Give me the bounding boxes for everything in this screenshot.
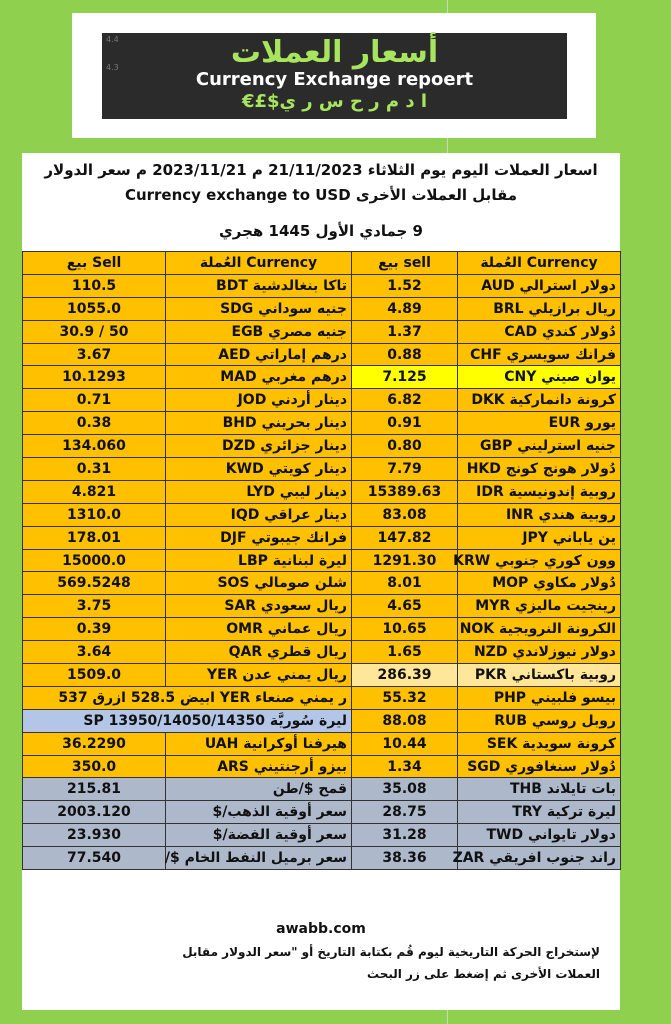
left-currency-cell: جنيه سوداني SDG xyxy=(166,297,352,320)
left-currency-cell: ريال عماني OMR xyxy=(166,618,352,641)
right-currency-cell: فرانك سويسري CHF xyxy=(458,343,621,366)
left-sell-cell: 0.39 xyxy=(23,618,166,641)
rates-table xyxy=(22,251,621,870)
left-currency-cell: فرانك جيبوتي DJF xyxy=(166,526,352,549)
table-row xyxy=(23,686,621,709)
table-row xyxy=(23,847,621,870)
right-sell-cell: 1291.30 xyxy=(352,549,458,572)
right-currency-cell: كرونة سويدية SEK xyxy=(458,732,621,755)
right-sell-cell: 6.82 xyxy=(352,389,458,412)
left-sell-cell: 4.821 xyxy=(23,480,166,503)
left-sell-cell: 0.71 xyxy=(23,389,166,412)
left-currency-cell: هيرفنا أوكرانية UAH xyxy=(166,732,352,755)
right-currency-cell: ريال برازيلي BRL xyxy=(458,297,621,320)
right-sell-cell: 1.52 xyxy=(352,274,458,297)
header-left-currency: العُملة Currency xyxy=(166,252,352,275)
table-row xyxy=(23,526,621,549)
table-row xyxy=(23,503,621,526)
left-currency-cell: ريال يمني عدن YER xyxy=(166,664,352,687)
left-sell-cell: 110.5 xyxy=(23,274,166,297)
right-sell-cell: 15389.63 xyxy=(352,480,458,503)
right-sell-cell: 1.34 xyxy=(352,755,458,778)
table-row xyxy=(23,412,621,435)
left-currency-cell: ريال قطري QAR xyxy=(166,641,352,664)
left-sell-cell: 3.64 xyxy=(23,641,166,664)
table-row xyxy=(23,572,621,595)
table-row xyxy=(23,732,621,755)
left-currency-cell: سعر أوقية الذهب/$ xyxy=(166,801,352,824)
right-currency-cell: دولار تايواني TWD xyxy=(458,824,621,847)
table-row xyxy=(23,343,621,366)
table-row xyxy=(23,595,621,618)
right-currency-cell: روبية هندي INR xyxy=(458,503,621,526)
right-currency-cell: روبية إندونيسية IDR xyxy=(458,480,621,503)
left-currency-cell: ريال سعودي SAR xyxy=(166,595,352,618)
table-row xyxy=(23,480,621,503)
right-sell-cell: 83.08 xyxy=(352,503,458,526)
left-currency-cell: ليرة سُوريَّة 13950/14050/14350 SP xyxy=(23,709,352,732)
right-currency-cell: الكرونة النرويجية NOK xyxy=(458,618,621,641)
left-sell-cell: 15000.0 xyxy=(23,549,166,572)
right-sell-cell: 286.39 xyxy=(352,664,458,687)
right-currency-cell: ليرة تركية TRY xyxy=(458,801,621,824)
left-sell-cell: 2003.120 xyxy=(23,801,166,824)
left-currency-cell: شلن صومالي SOS xyxy=(166,572,352,595)
left-sell-cell: 3.75 xyxy=(23,595,166,618)
right-sell-cell: 10.65 xyxy=(352,618,458,641)
right-currency-cell: دُولار هونج كونج HKD xyxy=(458,458,621,481)
table-row xyxy=(23,755,621,778)
banner-title-arabic: أسعار العملات xyxy=(230,35,439,70)
left-currency-cell: درهم إماراتي AED xyxy=(166,343,352,366)
right-sell-cell: 7.79 xyxy=(352,458,458,481)
header-right-currency: العُملة Currency xyxy=(458,252,621,275)
table-row xyxy=(23,709,621,732)
left-currency-cell: بيزو أرجنتيني ARS xyxy=(166,755,352,778)
left-currency-cell: سعر أوقية الفضة/$ xyxy=(166,824,352,847)
left-sell-cell: 569.5248 xyxy=(23,572,166,595)
left-currency-cell: دينار بحريني BHD xyxy=(166,412,352,435)
rates-card xyxy=(22,153,620,1010)
right-sell-cell: 0.91 xyxy=(352,412,458,435)
left-sell-cell: 3.67 xyxy=(23,343,166,366)
right-sell-cell: 10.44 xyxy=(352,732,458,755)
right-sell-cell: 4.89 xyxy=(352,297,458,320)
right-sell-cell: 38.36 xyxy=(352,847,458,870)
right-currency-cell: روبية باكستاني PKR xyxy=(458,664,621,687)
right-sell-cell: 1.37 xyxy=(352,320,458,343)
left-sell-cell: 23.930 xyxy=(23,824,166,847)
left-currency-cell: درهم مغربي MAD xyxy=(166,366,352,389)
table-row xyxy=(23,274,621,297)
footer-instruction-line1: لإستخراج الحركة التاريخية ليوم قُم بكتابة التاريخ أو "سعر الدولار مقابل xyxy=(182,945,600,959)
left-sell-cell: 178.01 xyxy=(23,526,166,549)
table-row xyxy=(23,549,621,572)
left-sell-cell: 350.0 xyxy=(23,755,166,778)
right-sell-cell: 0.88 xyxy=(352,343,458,366)
right-sell-cell: 8.01 xyxy=(352,572,458,595)
right-currency-cell: دولار نيوزلاندي NZD xyxy=(458,641,621,664)
right-currency-cell: وون كوري جنوبي KRW xyxy=(458,549,621,572)
table-row xyxy=(23,366,621,389)
banner-frame xyxy=(72,13,596,138)
table-row xyxy=(23,435,621,458)
right-currency-cell: يورو EUR xyxy=(458,412,621,435)
left-sell-cell: 1509.0 xyxy=(23,664,166,687)
subtitle-heading: مقابل العملات الأخرى Currency exchange to USD xyxy=(124,186,518,204)
table-row xyxy=(23,801,621,824)
right-currency-cell: دُولار سنغافوري SGD xyxy=(458,755,621,778)
right-sell-cell: 7.125 xyxy=(352,366,458,389)
right-sell-cell: 4.65 xyxy=(352,595,458,618)
right-currency-cell: دُولار مكاوي MOP xyxy=(458,572,621,595)
left-currency-cell: سعر برميل النفط الخام $/ xyxy=(166,847,352,870)
left-sell-cell: 0.31 xyxy=(23,458,166,481)
banner-tick-top: 4.4 xyxy=(106,35,119,44)
right-currency-cell: يوان صيني CNY xyxy=(458,366,621,389)
left-currency-cell: دينار أردني JOD xyxy=(166,389,352,412)
table-header-row xyxy=(23,252,621,275)
left-currency-cell: دينار عراقي IQD xyxy=(166,503,352,526)
table-row xyxy=(23,664,621,687)
table-row xyxy=(23,778,621,801)
right-currency-cell: كرونة دانماركية DKK xyxy=(458,389,621,412)
left-sell-cell: 134.060 xyxy=(23,435,166,458)
right-currency-cell: دولار استرالي AUD xyxy=(458,274,621,297)
header-left-sell: بيع Sell xyxy=(23,252,166,275)
table-row xyxy=(23,618,621,641)
banner-image xyxy=(102,33,567,119)
left-currency-cell: دينار كويتي KWD xyxy=(166,458,352,481)
banner-tick-second: 4.3 xyxy=(106,63,119,72)
left-currency-cell: ليرة لبنانية LBP xyxy=(166,549,352,572)
right-sell-cell: 1.65 xyxy=(352,641,458,664)
left-sell-cell: 10.1293 xyxy=(23,366,166,389)
right-sell-cell: 88.08 xyxy=(352,709,458,732)
right-sell-cell: 0.80 xyxy=(352,435,458,458)
right-sell-cell: 31.28 xyxy=(352,824,458,847)
right-currency-cell: ين ياباني JPY xyxy=(458,526,621,549)
left-sell-cell: 1055.0 xyxy=(23,297,166,320)
left-sell-cell: 1310.0 xyxy=(23,503,166,526)
left-currency-cell: دينار ليبي LYD xyxy=(166,480,352,503)
website-link[interactable]: awabb.com xyxy=(276,921,366,937)
right-currency-cell: بات تايلاند THB xyxy=(458,778,621,801)
right-currency-cell: جنيه استرليني GBP xyxy=(458,435,621,458)
date-heading: اسعار العملات اليوم يوم الثلاثاء 21/11/2023 م 2023/11/21 م سعر الدولار xyxy=(44,161,598,179)
left-currency-cell: جنيه مصري EGB xyxy=(166,320,352,343)
table-row xyxy=(23,458,621,481)
left-sell-cell: 30.9 / 50 xyxy=(23,320,166,343)
table-row xyxy=(23,641,621,664)
footer-instruction-line2: العملات الأخرى ثم إضغط على زر البحث xyxy=(366,967,600,981)
banner-subtitle: €£$ا د م ر ح س ر ي xyxy=(241,91,428,112)
left-currency-cell: ر يمني صنعاء YER ابيض 528.5 ازرق 537 xyxy=(23,686,352,709)
left-currency-cell: تاكا بنغالدشية BDT xyxy=(166,274,352,297)
header-right-sell: بيع sell xyxy=(352,252,458,275)
left-sell-cell: 36.2290 xyxy=(23,732,166,755)
right-currency-cell: راند جنوب افريقي ZAR xyxy=(458,847,621,870)
table-row xyxy=(23,297,621,320)
right-sell-cell: 147.82 xyxy=(352,526,458,549)
left-currency-cell: دينار جزائري DZD xyxy=(166,435,352,458)
left-sell-cell: 77.540 xyxy=(23,847,166,870)
left-sell-cell: 0.38 xyxy=(23,412,166,435)
right-currency-cell: رينجيت ماليزي MYR xyxy=(458,595,621,618)
right-sell-cell: 55.32 xyxy=(352,686,458,709)
right-currency-cell: بيسو فلبيني PHP xyxy=(458,686,621,709)
hijri-date-heading: 9 جمادي الأول 1445 هجري xyxy=(219,222,423,240)
right-currency-cell: دُولار كندي CAD xyxy=(458,320,621,343)
right-sell-cell: 35.08 xyxy=(352,778,458,801)
table-row xyxy=(23,320,621,343)
right-currency-cell: روبل روسي RUB xyxy=(458,709,621,732)
left-currency-cell: قمح $/طن xyxy=(166,778,352,801)
table-row xyxy=(23,389,621,412)
table-row xyxy=(23,824,621,847)
right-sell-cell: 28.75 xyxy=(352,801,458,824)
left-sell-cell: 215.81 xyxy=(23,778,166,801)
banner-title-english: Currency Exchange repoert xyxy=(195,69,474,90)
